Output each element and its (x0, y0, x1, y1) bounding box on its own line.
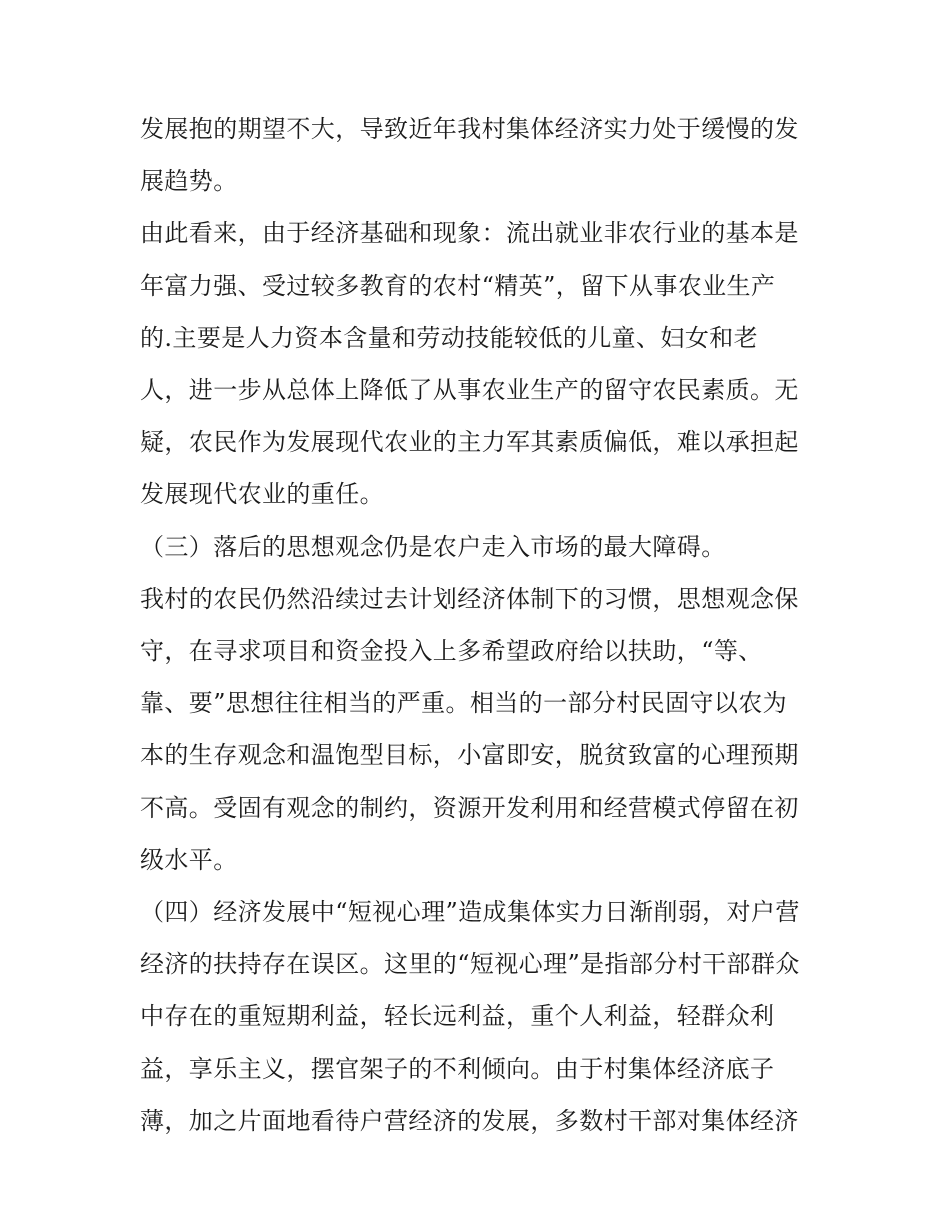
text-line: 发展抱的期望不大，导致近年我村集体经济实力处于缓慢的发 (140, 115, 799, 143)
text-line: 人，进一步从总体上降低了从事农业生产的留守农民素质。无 (140, 376, 799, 405)
text-line: 年富力强、受过较多教育的农村“精英”，留下从事农业生产 (140, 271, 776, 300)
text-line: 我村的农民仍然沿续过去计划经济体制下的习惯，思想观念保 (140, 584, 799, 613)
text-line: 由此看来，由于经济基础和现象：流出就业非农行业的基本是 (140, 219, 799, 248)
section-heading: （三）落后的思想观念仍是农户走入市场的最大障碍。 (140, 532, 726, 561)
text-line: 靠、要”思想往往相当的严重。相当的一部分村民固守以农为 (140, 689, 788, 718)
text-line: 疑，农民作为发展现代农业的主力军其素质偏低，难以承担起 (140, 428, 799, 457)
text-line: 的.主要是人力资本含量和劳动技能较低的儿童、妇女和老 (140, 323, 759, 352)
section-heading: （四）经济发展中“短视心理”造成集体实力日渐削弱，对户营 (140, 898, 800, 927)
text-line: 经济的扶持存在误区。这里的“短视心理”是指部分村干部群众 (140, 950, 800, 979)
text-line: 本的生存观念和温饱型目标，小富即安，脱贫致富的心理预期 (140, 741, 799, 770)
document-page (140, 103, 820, 1147)
text-line: 展趋势。 (140, 167, 238, 196)
text-line: 发展现代农业的重任。 (140, 480, 384, 509)
text-line: 不高。受固有观念的制约，资源开发利用和经营模式停留在初 (140, 793, 799, 822)
text-line: 益，享乐主义，摆官架子的不利倾向。由于村集体经济底子 (140, 1054, 775, 1083)
text-line: 级水平。 (140, 845, 238, 874)
text-line: 薄，加之片面地看待户营经济的发展，多数村干部对集体经济 (140, 1106, 799, 1135)
text-line: 中存在的重短期利益，轻长远利益，重个人利益，轻群众利 (140, 1002, 775, 1031)
text-line: 守，在寻求项目和资金投入上多希望政府给以扶助，“等、 (140, 637, 763, 666)
